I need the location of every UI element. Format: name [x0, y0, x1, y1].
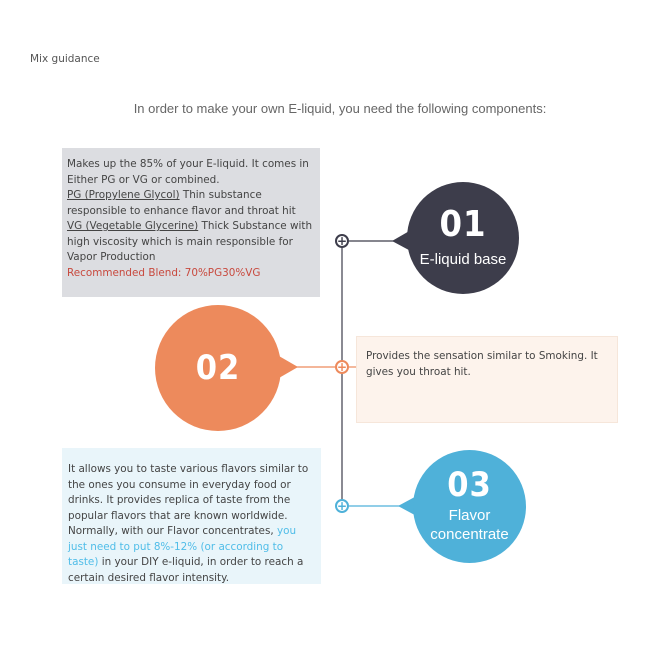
- step-02-description: [356, 336, 618, 423]
- step-03-text-part1: It allows you to taste various flavors similar to the ones you consume in everyday food or drinks. It provides replica of taste from the popular flavors that are known worldwide. Normally, with our Flavor concentrates,: [68, 463, 309, 537]
- step-03-text-part2: in your DIY e-liquid, in order to reach a certain desired flavor intensity.: [68, 556, 304, 584]
- pg-description: Thin substance responsible to enhance flavor and throat hit: [67, 189, 296, 217]
- step-01-circle: [407, 182, 519, 294]
- step-03-highlight: you just need to put 8%-12% (or according to taste): [68, 525, 297, 568]
- vg-term: VG (Vegetable Glycerine): [67, 220, 199, 232]
- step-03-circle: [413, 450, 526, 563]
- intro-heading: In order to make your own E-liquid, you need the following components:: [133, 101, 547, 116]
- step-01-text-intro: Makes up the 85% of your E-liquid. It comes in Either PG or VG or combined.: [67, 158, 309, 186]
- recommended-blend: Recommended Blend: 70%PG30%VG: [67, 266, 261, 279]
- pg-term: PG (Propylene Glycol): [67, 189, 180, 201]
- step-03-description: [62, 448, 321, 584]
- plus-icon: +: [336, 360, 348, 374]
- step-02-circle: [155, 305, 281, 431]
- plus-icon: +: [336, 499, 348, 513]
- plus-icon: +: [336, 234, 348, 248]
- step-03-number: 03: [447, 464, 492, 505]
- step-02-text: Provides the sensation similar to Smoking. It gives you throat hit.: [366, 350, 598, 378]
- step-03-title-line2: concentrate: [430, 525, 509, 543]
- step-03-title-line1: Flavor: [448, 506, 491, 524]
- step-01-title: E-liquid base: [419, 251, 507, 268]
- vg-description: Thick Substance with high viscosity which is main responsible for Vapor Production: [67, 220, 313, 263]
- step-01-description: [62, 148, 320, 297]
- step-02-number: 02: [195, 348, 241, 388]
- section-label: Mix guidance: [30, 53, 100, 65]
- step-01-number: 01: [439, 204, 487, 245]
